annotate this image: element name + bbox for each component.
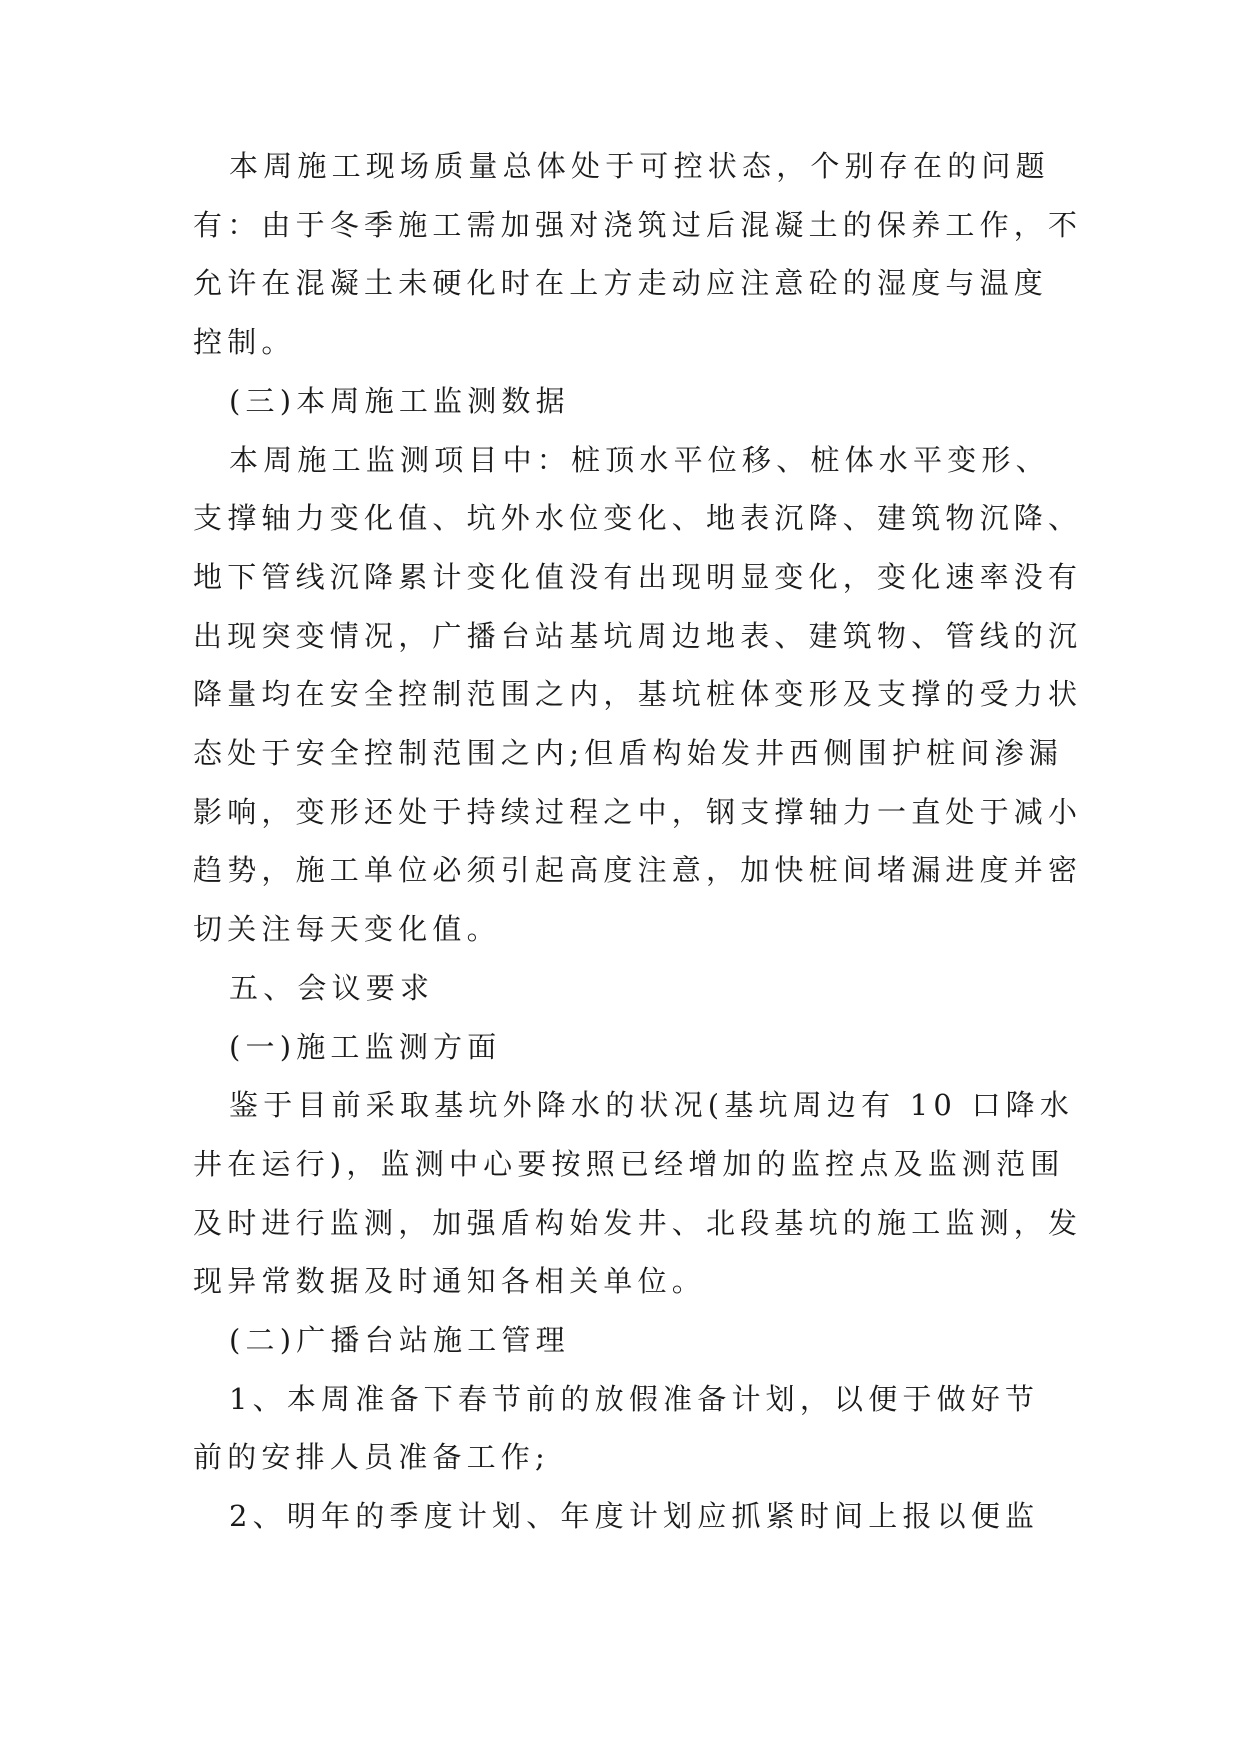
text-line: 现异常数据及时通知各相关单位。 <box>193 1264 707 1299</box>
text-line: 前的安排人员准备工作; <box>193 1440 550 1475</box>
text-line: 本周施工现场质量总体处于可控状态，个别存在的问题 <box>229 149 1050 183</box>
text-line: 降量均在安全控制范围之内，基坑桩体变形及支撑的受力状 <box>193 677 1083 712</box>
text-line: (三)本周施工监测数据 <box>229 383 570 418</box>
text-line: 态处于安全控制范围之内;但盾构始发井西侧围护桩间渗漏 <box>193 736 1063 770</box>
text-line: 允许在混凝土未硬化时在上方走动应注意砼的湿度与温度 <box>193 266 1049 301</box>
text-line: 五、会议要求 <box>229 970 435 1005</box>
text-line: 2、明年的季度计划、年度计划应抓紧时间上报以便监 <box>229 1499 1040 1534</box>
text-line: 有：由于冬季施工需加强对浇筑过后混凝土的保养工作，不 <box>193 207 1083 242</box>
text-line: (二)广播台站施工管理 <box>229 1323 570 1357</box>
text-line: 地下管线沉降累计变化值没有出现明显变化，变化速率没有 <box>193 559 1083 594</box>
text-line: 1、本周准备下春节前的放假准备计划，以便于做好节 <box>229 1381 1040 1416</box>
text-line: 出现突变情况，广播台站基坑周边地表、建筑物、管线的沉 <box>193 618 1083 653</box>
text-line: 趋势，施工单位必须引起高度注意，加快桩间堵漏进度并密 <box>193 853 1083 888</box>
text-line: 及时进行监测，加强盾构始发井、北段基坑的施工监测，发 <box>193 1205 1083 1240</box>
text-line: 鉴于目前采取基坑外降水的状况(基坑周边有 10 口降水 <box>229 1088 1075 1123</box>
text-line: 控制。 <box>193 325 296 360</box>
text-line: 影响，变形还处于持续过程之中，钢支撑轴力一直处于减小 <box>193 794 1083 829</box>
text-line: 井在运行)，监测中心要按照已经增加的监控点及监测范围 <box>193 1146 1065 1181</box>
text-line: 本周施工监测项目中：桩顶水平位移、桩体水平变形、 <box>229 442 1050 477</box>
text-line: (一)施工监测方面 <box>229 1029 502 1064</box>
text-line: 支撑轴力变化值、坑外水位变化、地表沉降、建筑物沉降、 <box>193 501 1083 536</box>
text-line: 切关注每天变化值。 <box>193 912 501 947</box>
